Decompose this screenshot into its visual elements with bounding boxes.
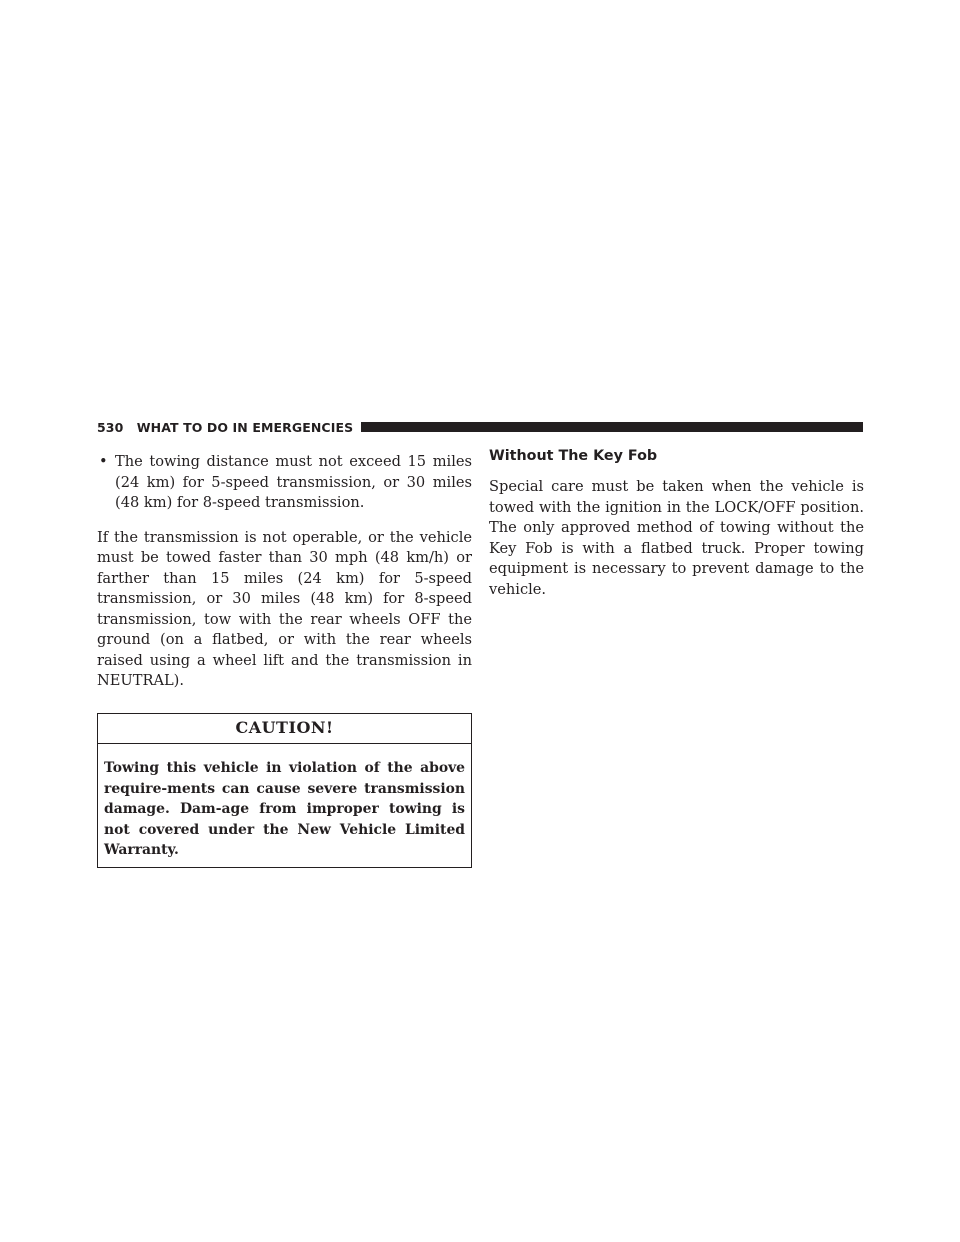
header-rule [361, 422, 863, 432]
towing-paragraph: If the transmission is not operable, or the vehicle must be towed faster than 30 mph (48 km/h) or farther than 15 miles (24 km) for 5-speed transmission, or 30 miles (48 km) for 8-speed transmission, tow with the rear wheels OFF the ground (on a flatbed, or with the rear wheels raised using a wheel lift and the transmission in NEUTRAL). [97, 528, 472, 689]
bullet-icon: • [99, 453, 108, 470]
right-column [489, 448, 864, 615]
caution-box [97, 713, 472, 868]
bullet-text: The towing distance must not exceed 15 miles (24 km) for 5-speed transmission, or 30 miles (48 km) for 8-speed transmission. [115, 453, 472, 511]
page-header [97, 417, 863, 437]
key-fob-paragraph: Special care must be taken when the vehicle is towed with the ignition in the LOCK/OFF position. The only approved method of towing without the Key Fob is with a flatbed truck. Proper towing equipment is necessary to prevent damage to the vehicle. [489, 478, 864, 598]
left-column [97, 452, 472, 868]
header-text [97, 420, 353, 435]
section-heading: Without The Key Fob [489, 448, 658, 464]
page-number: 530 [97, 419, 124, 435]
list-item [97, 452, 472, 514]
section-title: WHAT TO DO IN EMERGENCIES [136, 419, 354, 435]
caution-title: CAUTION! [98, 714, 471, 745]
caution-body: Towing this vehicle in violation of the above require-ments can cause severe transmission damage. Dam-age from improper towing is not covered under the New Vehicle Limited Warranty. [104, 760, 465, 858]
